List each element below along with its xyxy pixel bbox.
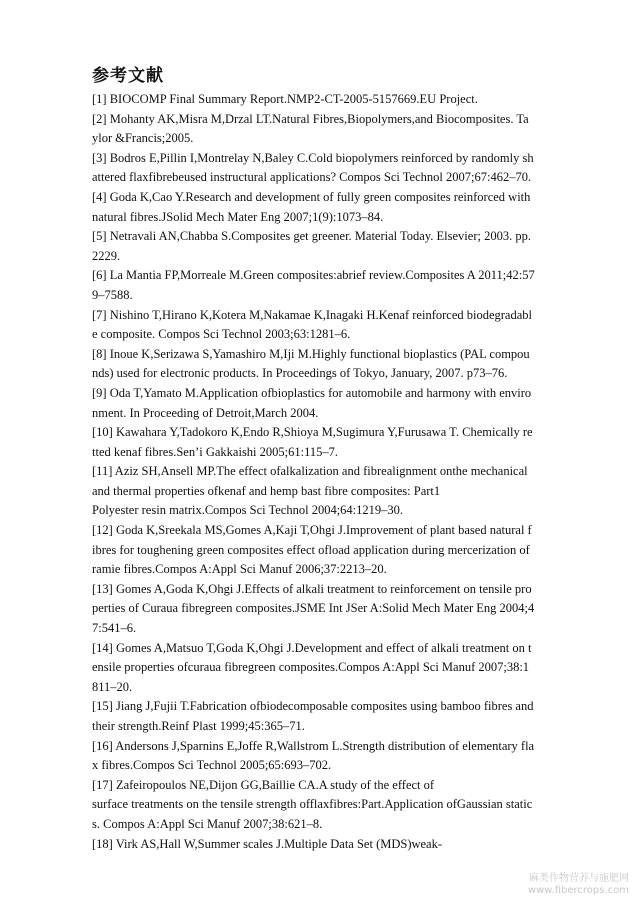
reference-line: [4] Goda K,Cao Y.Research and development of fully green composites reinforced with: [92, 189, 531, 204]
reference-line: [5] Netravali AN,Chabba S.Composites get greener. Material Today. Elsevier; 2003. pp.: [92, 229, 531, 244]
reference-line: [6] La Mantia FP,Morreale M.Green composites:abrief review.Composites A 2011;42:57: [92, 268, 535, 283]
reference-line: [10] Kawahara Y,Tadokoro K,Endo R,Shioya M,Sugimura Y,Furusawa T. Chemically re: [92, 425, 533, 440]
reference-line: natural fibres.JSolid Mech Mater Eng 2007;1(9):1073–84.: [92, 209, 384, 224]
reference-line: x fibres.Compos Sci Technol 2005;65:693–702.: [92, 758, 332, 773]
reference-line: [12] Goda K,Sreekala MS,Gomes A,Kaji T,Ohgi J.Improvement of plant based natural f: [92, 523, 532, 538]
watermark-site-name: 麻类作物营养与施肥网: [529, 873, 629, 884]
reference-line: [7] Nishino T,Hirano K,Kotera M,Nakamae K,Inagaki H.Kenaf reinforced biodegradabl: [92, 307, 533, 322]
reference-line: tted kenaf fibres.Sen’i Gakkaishi 2005;61:115–7.: [92, 444, 339, 459]
watermark-url: www.fibercrops.com: [527, 885, 629, 896]
site-watermark: [528, 873, 629, 897]
reference-line: [15] Jiang J,Fujii T.Fabrication ofbiodecomposable composites using bamboo fibres and: [92, 699, 534, 714]
reference-line: s. Compos A:Appl Sci Manuf 2007;38:621–8.: [92, 816, 323, 831]
reference-list: [92, 90, 552, 854]
reference-line: [8] Inoue K,Serizawa S,Yamashiro M,Iji M.Highly functional bioplastics (PAL compou: [92, 346, 530, 361]
reference-line: [16] Andersons J,Sparnins E,Joffe R,Wallstrom L.Strength distribution of elementary fla: [92, 738, 535, 753]
reference-line: nment. In Proceeding of Detroit,March 2004.: [92, 405, 319, 420]
reference-line: and thermal properties ofkenaf and hemp bast fibre composites: Part1: [92, 483, 441, 498]
reference-line: 2229.: [92, 248, 121, 263]
reference-line: [2] Mohanty AK,Misra M,Drzal LT.Natural Fibres,Biopolymers,and Biocomposites. Ta: [92, 111, 529, 126]
reference-line: 9–7588.: [92, 287, 133, 302]
reference-line: nds) used for electronic products. In Proceedings of Tokyo, January, 2007. p73–76.: [92, 366, 508, 381]
reference-line: [17] Zafeiropoulos NE,Dijon GG,Baillie CA.A study of the effect of: [92, 777, 435, 792]
reference-line: ramie fibres.Compos A:Appl Sci Manuf 2006;37:2213–20.: [92, 562, 387, 577]
reference-line: attered flaxfibrebeused instructural applications? Compos Sci Technol 2007;67:462–70.: [92, 170, 532, 185]
reference-line: [13] Gomes A,Goda K,Ohgi J.Effects of alkali treatment to reinforcement on tensile pro: [92, 581, 532, 596]
reference-line: e composite. Compos Sci Technol 2003;63:1281–6.: [92, 327, 351, 342]
reference-line: surface treatments on the tensile strength offlaxfibres:Part.Application ofGaussian static: [92, 797, 533, 812]
reference-line: [1] BIOCOMP Final Summary Report.NMP2-CT-2005-5157669.EU Project.: [92, 92, 478, 106]
reference-line: 7:541–6.: [92, 621, 137, 636]
reference-line: their strength.Reinf Plast 1999;45:365–71.: [92, 719, 305, 733]
reference-line: [14] Gomes A,Matsuo T,Goda K,Ohgi J.Development and effect of alkali treatment on t: [92, 640, 532, 655]
reference-line: [11] Aziz SH,Ansell MP.The effect ofalkalization and fibrealignment onthe mechanical: [92, 464, 528, 479]
reference-line: [18] Virk AS,Hall W,Summer scales J.Multiple Data Set (MDS)weak-: [92, 836, 443, 851]
references-heading: 参考文献: [92, 66, 164, 86]
reference-line: ibres for toughening green composites effect ofload application during mercerization of: [92, 542, 530, 557]
reference-line: Polyester resin matrix.Compos Sci Technol 2004;64:1219–30.: [92, 503, 404, 518]
reference-line: [3] Bodros E,Pillin I,Montrelay N,Baley C.Cold biopolymers reinforced by randomly sh: [92, 150, 534, 165]
reference-line: ylor &Francis;2005.: [92, 131, 194, 146]
reference-line: [9] Oda T,Yamato M.Application ofbioplastics for automobile and harmony with enviro: [92, 385, 532, 400]
reference-line: perties of Curaua fibregreen composites.JSME Int JSer A:Solid Mech Mater Eng 2004;4: [92, 601, 535, 616]
reference-line: 811–20.: [92, 679, 133, 694]
reference-line: ensile properties ofcuraua fibregreen composites.Compos A:Appl Sci Manuf 2007;38:1: [92, 660, 530, 675]
